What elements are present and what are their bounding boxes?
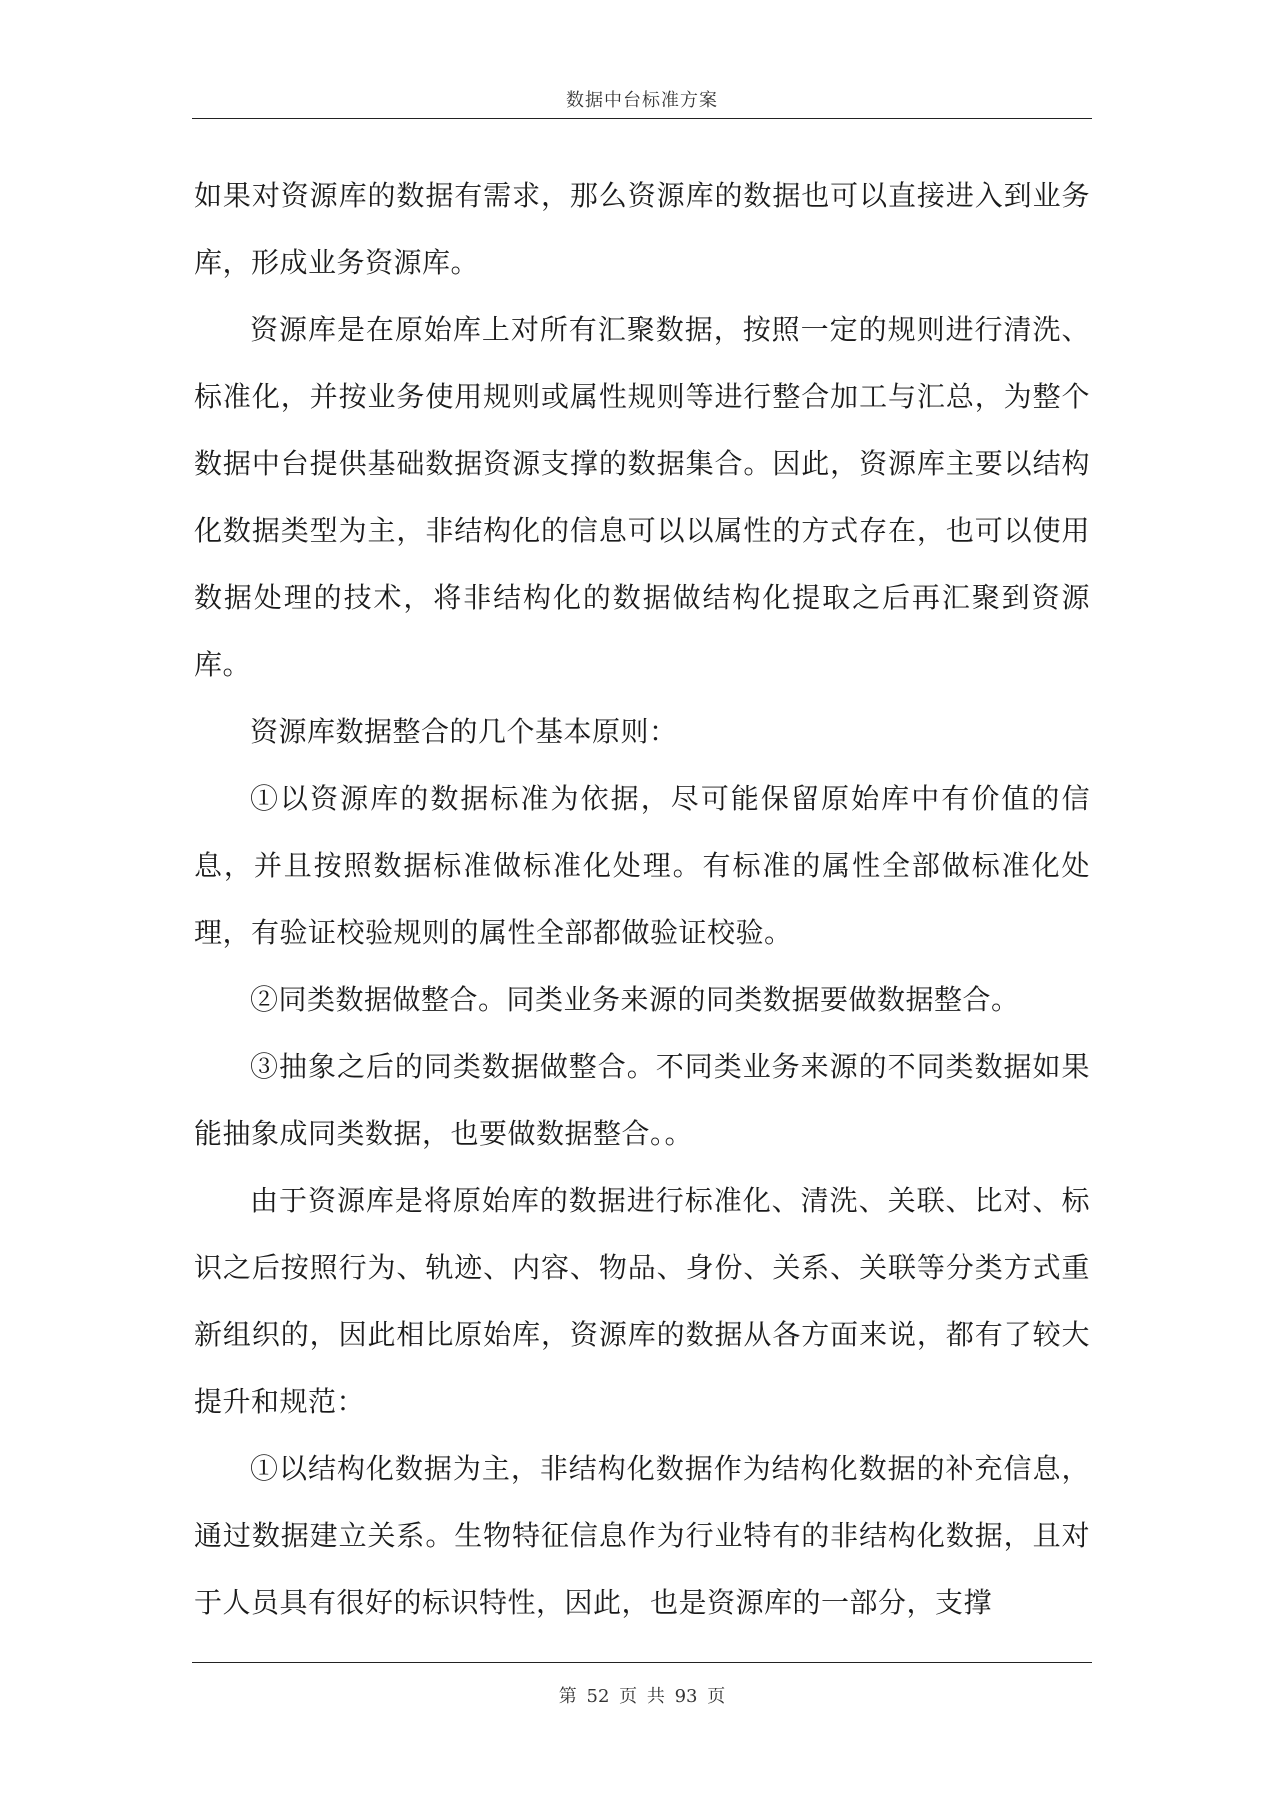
paragraph-5: ②同类数据做整合。同类业务来源的同类数据要做数据整合。	[250, 983, 1020, 1016]
page-number: 第 52 页 共 93 页	[558, 1686, 726, 1707]
footer-divider	[192, 1662, 1092, 1663]
paragraph-3: 资源库数据整合的几个基本原则：	[250, 715, 678, 748]
page-header-title: 数据中台标准方案	[566, 90, 718, 111]
paragraph-8: ①以结构化数据为主，非结构化数据作为结构化数据的补充信息，通过数据建立关系。生物特征信息作为行业特有的非结构化数据，且对于人员具有很好的标识特性，因此，也是资源库的一部分，支撑	[194, 1452, 1090, 1619]
paragraph-1: 如果对资源库的数据有需求，那么资源库的数据也可以直接进入到业务库，形成业务资源库。	[194, 179, 1090, 279]
paragraph-6: ③抽象之后的同类数据做整合。不同类业务来源的不同类数据如果能抽象成同类数据，也要做数据整合。。	[194, 1050, 1090, 1150]
paragraph-4: ①以资源库的数据标准为依据，尽可能保留原始库中有价值的信息，并且按照数据标准做标准化处理。有标准的属性全部做标准化处理，有验证校验规则的属性全部都做验证校验。	[194, 782, 1090, 949]
header-divider	[192, 118, 1092, 119]
paragraph-2: 资源库是在原始库上对所有汇聚数据，按照一定的规则进行清洗、标准化，并按业务使用规则或属性规则等进行整合加工与汇总，为整个数据中台提供基础数据资源支撑的数据集合。因此，资源库主要以结构化数据类型为主，非结构化的信息可以以属性的方式存在，也可以使用数据处理的技术，将非结构化的数据做结构化提取之后再汇聚到资源库。	[194, 313, 1090, 681]
document-body	[194, 162, 1090, 1636]
paragraph-7: 由于资源库是将原始库的数据进行标准化、清洗、关联、比对、标识之后按照行为、轨迹、内容、物品、身份、关系、关联等分类方式重新组织的，因此相比原始库，资源库的数据从各方面来说，都有了较大提升和规范：	[194, 1184, 1090, 1418]
